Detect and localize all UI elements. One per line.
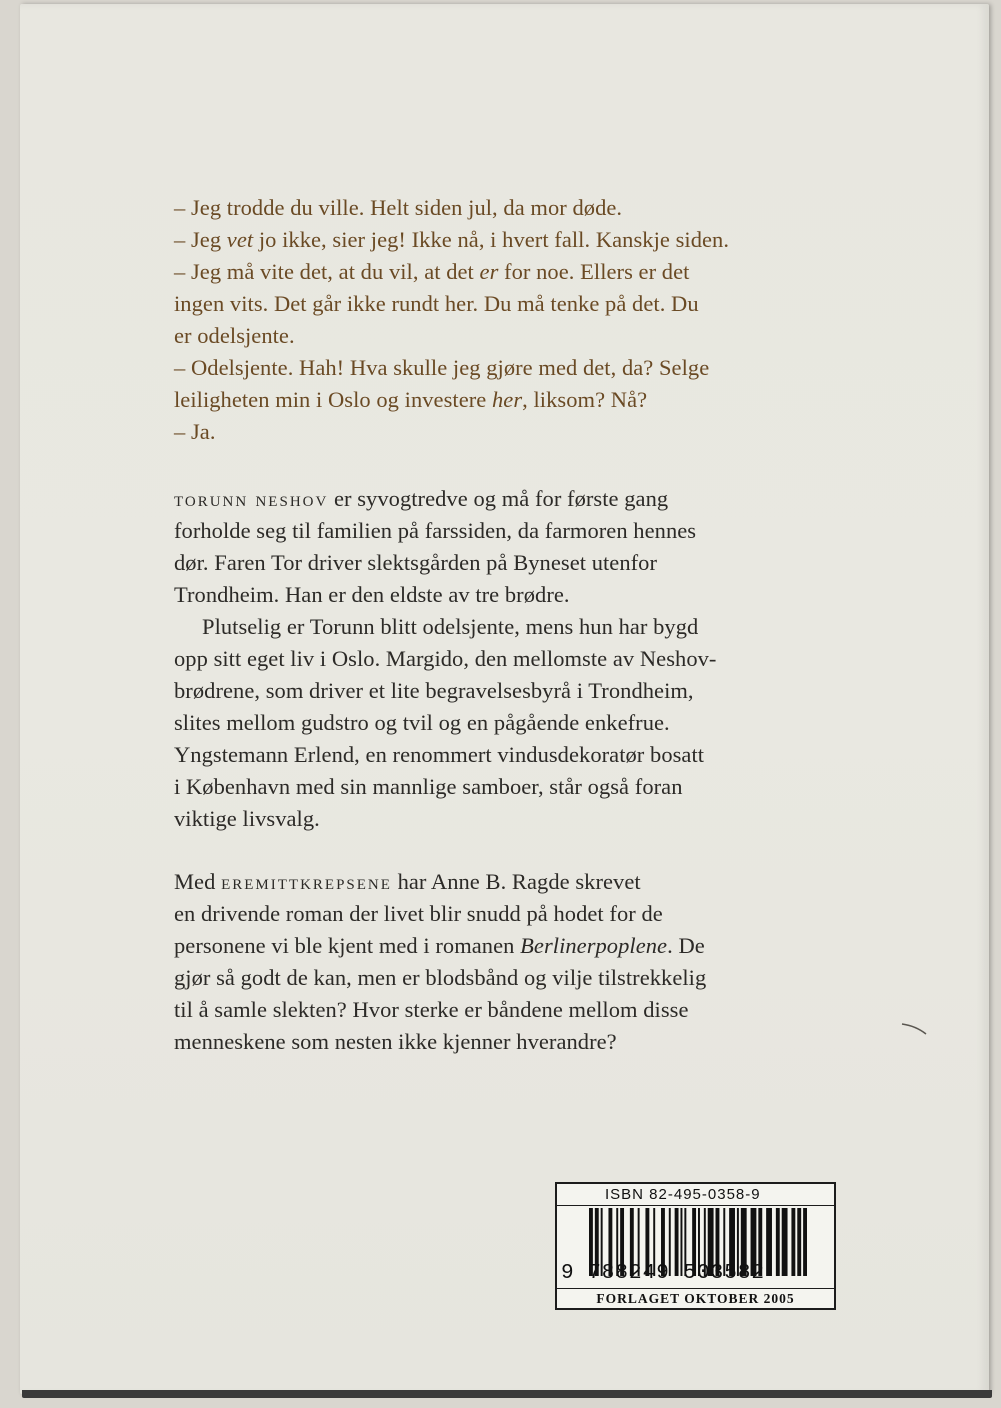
closing-line-5: til å samle slekten? Hvor sterke er båndene mellom disse — [174, 997, 689, 1022]
dialogue-excerpt — [174, 192, 842, 448]
synopsis-line-6: opp sitt eget liv i Oslo. Margido, den mellomste av Neshov- — [174, 646, 717, 671]
synopsis-line-10: i København med sin mannlige samboer, står også foran — [174, 774, 683, 799]
dialogue-line-1: – Jeg trodde du ville. Helt siden jul, da mor døde. — [174, 195, 623, 220]
dialogue-line-7: leiligheten min i Oslo og investere her, liksom? Nå? — [174, 387, 648, 412]
synopsis-line-1: torunn neshov er syvogtredve og må for første gang — [174, 486, 669, 511]
closing-line-1: Med eremittkrepsene har Anne B. Ragde skrevet — [174, 869, 641, 894]
isbn-label: ISBN 82-495-0358-9 — [557, 1184, 834, 1206]
synopsis-line-8: slites mellom gudstro og tvil og en pågående enkefrue. — [174, 710, 670, 735]
synopsis-line-5: Plutselig er Torunn blitt odelsjente, mens hun har bygd — [202, 614, 699, 639]
publisher-line: FORLAGET OKTOBER 2005 — [557, 1288, 834, 1308]
synopsis-line-11: viktige livsvalg. — [174, 806, 320, 831]
closing-line-4: gjør så godt de kan, men er blodsbånd og vilje tilstrekkelig — [174, 965, 707, 990]
closing-line-3: personene vi ble kjent med i romanen Berlinerpoplene. De — [174, 933, 705, 958]
closing-line-2: en drivende roman der livet blir snudd på hodet for de — [174, 901, 663, 926]
closing-paragraph — [174, 866, 842, 1058]
dialogue-line-4: ingen vits. Det går ikke rundt her. Du må tenke på det. Du — [174, 291, 699, 316]
dialogue-line-8: – Ja. — [174, 419, 216, 444]
synopsis-line-3: dør. Faren Tor driver slektsgården på Byneset utenfor — [174, 550, 658, 575]
closing-line-6: menneskene som nesten ikke kjenner hverandre? — [174, 1029, 617, 1054]
dialogue-line-5: er odelsjente. — [174, 323, 295, 348]
synopsis-line-7: brødrene, som driver et lite begravelsesbyrå i Trondheim, — [174, 678, 694, 703]
dialogue-line-6: – Odelsjente. Hah! Hva skulle jeg gjøre med det, da? Selge — [174, 355, 710, 380]
synopsis-paragraph — [174, 483, 842, 835]
synopsis-line-4: Trondheim. Han er den eldste av tre brødre. — [174, 582, 570, 607]
barcode-digits: 9 788249 503582 — [561, 1262, 766, 1285]
synopsis-line-9: Yngstemann Erlend, en renommert vindusdekoratør bosatt — [174, 742, 705, 767]
dialogue-line-2: – Jeg vet jo ikke, sier jeg! Ikke nå, i hvert fall. Kanskje siden. — [174, 227, 730, 252]
cover-bottom-edge — [22, 1390, 992, 1398]
synopsis-line-2: forholde seg til familien på farssiden, da farmoren hennes — [174, 518, 697, 543]
scratch-mark — [900, 1020, 930, 1040]
isbn-barcode-box — [555, 1182, 836, 1310]
dialogue-line-3: – Jeg må vite det, at du vil, at det er for noe. Ellers er det — [174, 259, 690, 284]
